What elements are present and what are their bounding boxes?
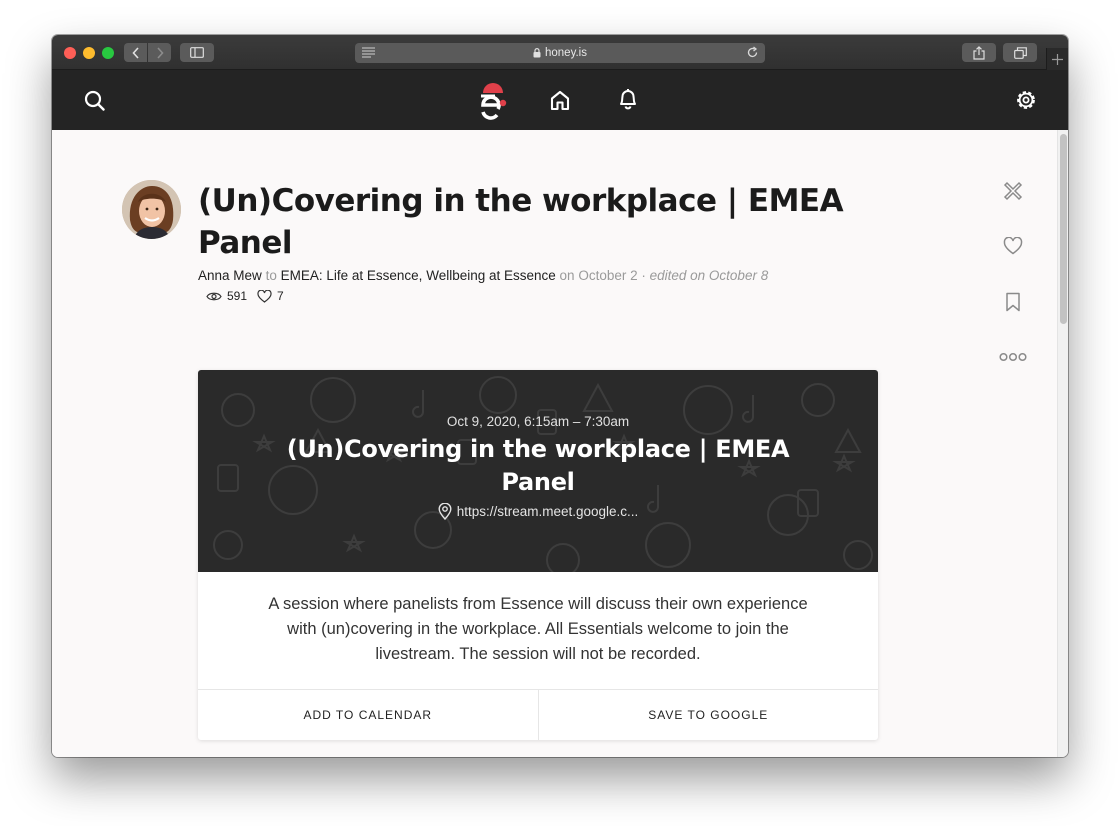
post-stats (206, 289, 294, 303)
bell-icon[interactable] (617, 88, 639, 111)
zoom-window-button[interactable] (102, 47, 114, 59)
avatar[interactable] (122, 180, 181, 239)
chevron-right-icon (156, 47, 164, 59)
more-icon (999, 352, 1027, 362)
channel-link-emea[interactable]: EMEA: Life at Essence (280, 268, 419, 283)
close-icon (1002, 180, 1024, 202)
browser-toolbar (52, 35, 1068, 70)
meta-dot: · (641, 268, 646, 283)
event-title: (Un)Covering in the workplace | EMEA Panel (286, 435, 790, 496)
browser-window (52, 35, 1068, 757)
likes-value: 7 (277, 289, 284, 303)
author-link[interactable]: Anna Mew (198, 268, 262, 283)
reload-icon[interactable] (746, 46, 759, 59)
scrollbar-thumb[interactable] (1060, 134, 1067, 324)
event-location[interactable] (198, 503, 878, 520)
location-pin-icon (438, 503, 452, 520)
sidebar-toggle-button[interactable] (180, 43, 214, 62)
event-banner (198, 370, 878, 572)
add-to-calendar-button[interactable]: ADD TO CALENDAR (303, 708, 433, 722)
bookmark-icon (1005, 292, 1021, 312)
author-photo (122, 180, 181, 239)
gear-icon[interactable] (1015, 89, 1037, 111)
event-location-url[interactable]: https://stream.meet.google.c... (456, 504, 639, 519)
post-date: on October 2 (559, 268, 638, 283)
page-scrollbar[interactable] (1057, 130, 1068, 757)
event-datetime: Oct 9, 2020, 6:15am – 7:30am (446, 414, 630, 429)
forward-button[interactable] (148, 43, 171, 62)
views-value: 591 (227, 289, 248, 303)
likes-count (257, 289, 284, 303)
event-card-actions (198, 689, 878, 740)
event-info (198, 414, 878, 520)
bookmark-button[interactable] (998, 292, 1028, 312)
views-count (206, 289, 247, 303)
event-card (198, 370, 878, 740)
show-tabs-button[interactable] (1003, 43, 1037, 62)
search-icon[interactable] (84, 90, 105, 111)
app-header (52, 70, 1068, 130)
eye-icon (206, 291, 222, 302)
url-text: honey.is (545, 47, 587, 59)
post-page (52, 130, 1057, 757)
address-bar[interactable] (355, 43, 765, 63)
share-icon (973, 46, 985, 60)
channel-separator: , (418, 268, 423, 283)
minimize-window-button[interactable] (83, 47, 95, 59)
home-icon[interactable] (549, 89, 571, 111)
heart-outline-icon (1003, 237, 1023, 255)
share-button[interactable] (962, 43, 996, 62)
like-button[interactable] (998, 237, 1028, 255)
to-label: to (265, 268, 277, 283)
heart-icon (257, 290, 272, 303)
close-window-button[interactable] (64, 47, 76, 59)
new-tab-button[interactable] (1046, 48, 1068, 70)
plus-icon (1052, 54, 1063, 65)
reader-icon[interactable] (362, 47, 375, 58)
sidebar-icon (190, 47, 204, 58)
more-options-button[interactable] (998, 352, 1028, 362)
chevron-left-icon (132, 47, 140, 59)
essence-logo[interactable] (479, 79, 507, 121)
post-title: (Un)Covering in the workplace | EMEA Panel (198, 183, 844, 261)
edited-date: edited on October 8 (649, 268, 769, 283)
event-description: A session where panelists from Essence will discuss their own experience with (un)covering in the workplace. All Essentials welcome to join the livestream. The session will not be recorded. (268, 595, 808, 663)
close-post-button[interactable] (998, 180, 1028, 202)
post-meta (198, 268, 768, 283)
back-button[interactable] (124, 43, 147, 62)
channel-link-wellbeing[interactable]: Wellbeing at Essence (426, 268, 556, 283)
save-to-google-button[interactable]: SAVE TO GOOGLE (538, 690, 879, 740)
tabs-icon (1014, 47, 1027, 59)
lock-icon (533, 48, 541, 58)
